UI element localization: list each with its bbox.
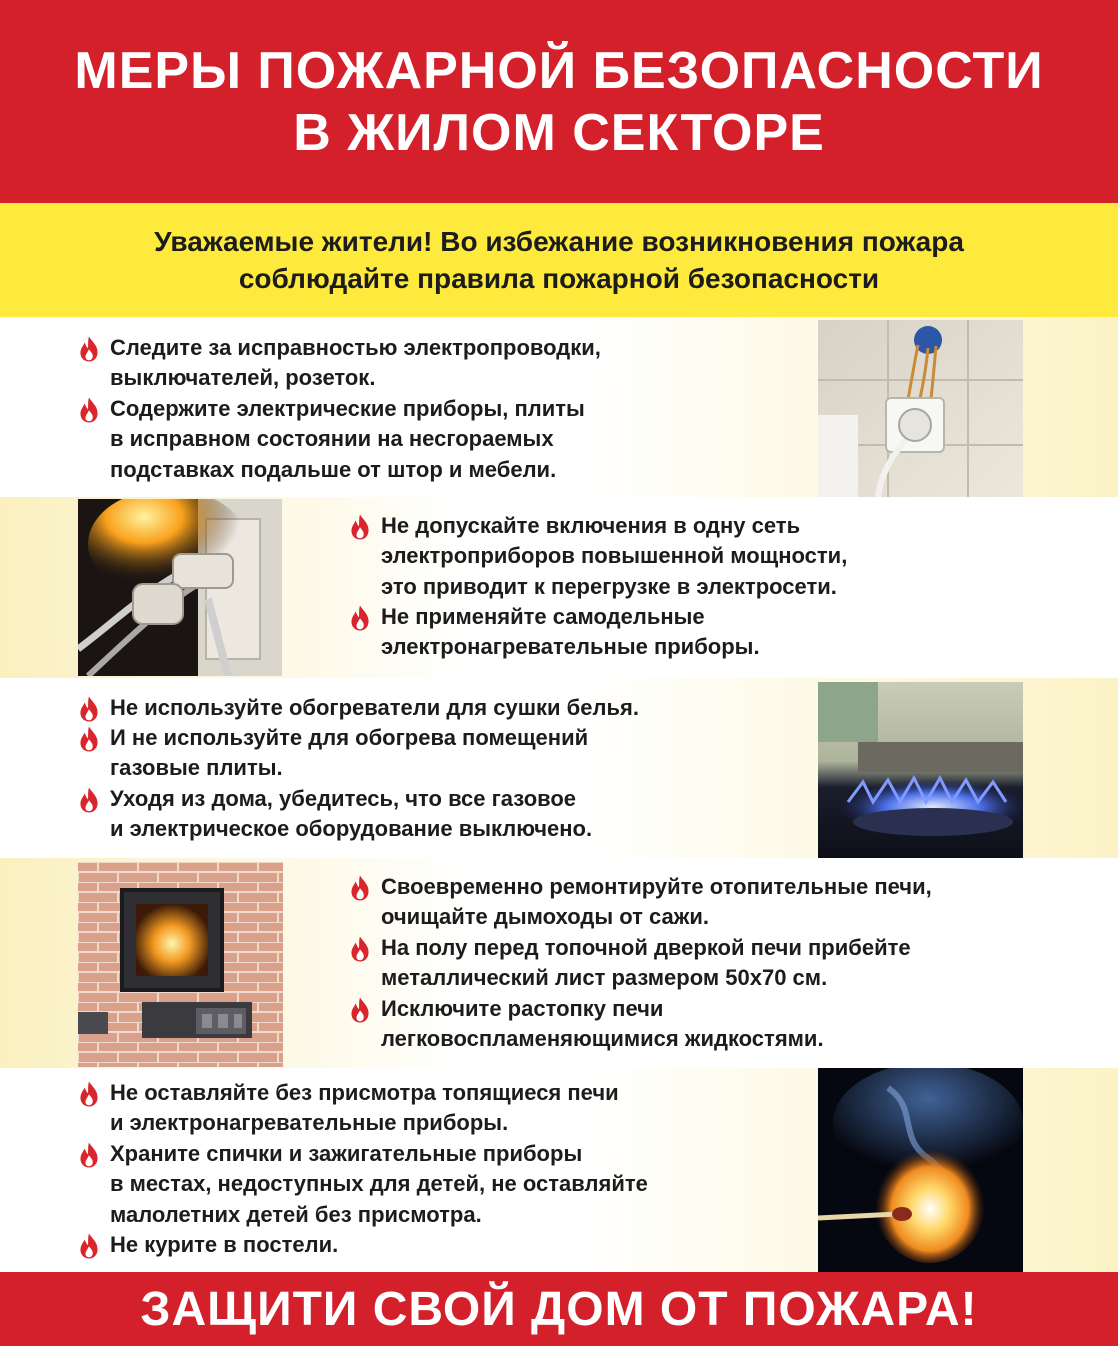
rule-item bbox=[78, 723, 588, 784]
flame-icon bbox=[78, 397, 100, 423]
brick-stove-photo bbox=[78, 862, 283, 1067]
rule-text: Исключите растопку печи легковоспламеняющимися жидкостями. bbox=[381, 996, 824, 1052]
rule-text: Своевременно ремонтируйте отопительные печи, очищайте дымоходы от сажи. bbox=[381, 874, 932, 930]
flame-icon bbox=[78, 1142, 100, 1168]
flame-icon bbox=[349, 875, 371, 901]
title-line-1: МЕРЫ ПОЖАРНОЙ БЕЗОПАСНОСТИ bbox=[74, 41, 1044, 100]
rule-item bbox=[78, 784, 592, 845]
rule-item bbox=[349, 872, 932, 933]
rule-item bbox=[349, 511, 847, 602]
section-electrical-wiring bbox=[0, 317, 1118, 497]
rule-text: Не курите в постели. bbox=[110, 1232, 339, 1257]
rule-text: Не применяйте самодельные электронагревательные приборы. bbox=[381, 604, 760, 660]
rule-item bbox=[78, 333, 601, 394]
flame-icon bbox=[78, 726, 100, 752]
flame-icon bbox=[78, 787, 100, 813]
gas-burner-photo bbox=[818, 682, 1023, 858]
rule-item bbox=[78, 394, 585, 485]
flame-icon bbox=[349, 936, 371, 962]
flame-icon bbox=[78, 696, 100, 722]
subheader-line-1: Уважаемые жители! Во избежание возникновения пожара bbox=[154, 226, 964, 257]
footer-slogan: ЗАЩИТИ СВОЙ ДОМ ОТ ПОЖАРА! bbox=[140, 1282, 978, 1336]
rule-text: Не оставляйте без присмотра топящиеся печи и электронагревательные приборы. bbox=[110, 1080, 619, 1136]
flame-icon bbox=[78, 336, 100, 362]
header-banner bbox=[0, 0, 1118, 203]
rule-item bbox=[349, 994, 824, 1055]
wall-socket-photo bbox=[818, 320, 1023, 497]
section-power-overload bbox=[0, 497, 1118, 678]
subheader-line-2: соблюдайте правила пожарной безопасности bbox=[238, 263, 880, 294]
section-supervision bbox=[0, 1068, 1118, 1272]
flame-icon bbox=[349, 997, 371, 1023]
rule-item bbox=[78, 1078, 619, 1139]
rule-text: Уходя из дома, убедитесь, что все газовое и электрическое оборудование выключено. bbox=[110, 786, 593, 842]
flame-icon bbox=[349, 514, 371, 540]
flame-icon bbox=[349, 605, 371, 631]
section-heaters-gas bbox=[0, 678, 1118, 858]
rule-text: Храните спички и зажигательные приборы в местах, недоступных для детей, не оставляйте малолетних детей без присмотра. bbox=[110, 1141, 648, 1227]
burning-match-photo bbox=[818, 1068, 1023, 1272]
footer-banner bbox=[0, 1272, 1118, 1346]
flame-icon bbox=[78, 1081, 100, 1107]
rule-text: На полу перед топочной дверкой печи прибейте металлический лист размером 50х70 см. bbox=[381, 935, 911, 991]
burning-socket-photo bbox=[78, 499, 282, 676]
title-line-2: В ЖИЛОМ СЕКТОРЕ bbox=[293, 103, 825, 162]
section-stoves-chimneys bbox=[0, 858, 1118, 1068]
rule-text: Не используйте обогреватели для сушки белья. bbox=[110, 695, 639, 720]
rule-text: Не допускайте включения в одну сеть электроприборов повышенной мощности, это приводит к перегрузке в электросети. bbox=[381, 513, 848, 599]
rule-item bbox=[78, 693, 639, 723]
rule-item bbox=[78, 1139, 648, 1230]
rule-text: И не используйте для обогрева помещений газовые плиты. bbox=[110, 725, 589, 781]
rule-item bbox=[349, 933, 911, 994]
rule-item bbox=[78, 1230, 338, 1260]
rule-text: Следите за исправностью электропроводки, выключателей, розеток. bbox=[110, 335, 601, 391]
rule-text: Содержите электрические приборы, плиты в исправном состоянии на несгораемых подставках подальше от штор и мебели. bbox=[110, 396, 585, 482]
subheader-banner bbox=[0, 203, 1118, 317]
rule-item bbox=[349, 602, 760, 663]
flame-icon bbox=[78, 1233, 100, 1259]
